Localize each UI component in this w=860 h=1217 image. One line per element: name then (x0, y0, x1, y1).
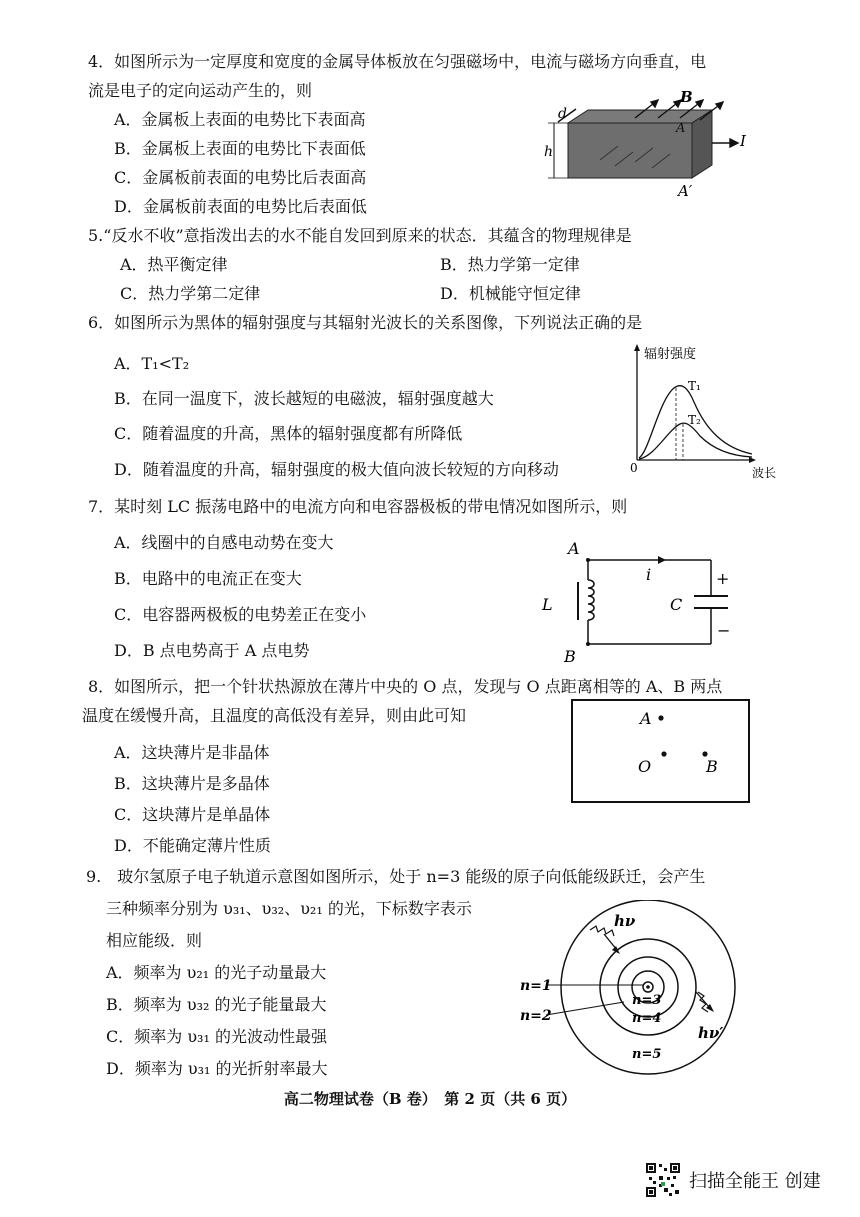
q9-fig-hv-label: hν (614, 912, 636, 930)
q9-fig-n2-label: n=2 (520, 1008, 552, 1024)
q7-option-b: B．电路中的电流正在变大 (114, 569, 302, 588)
q5-stem: 5.“反水不收”意指泼出去的水不能自发回到原来的状态．其蕴含的物理规律是 (88, 226, 632, 245)
q4-fig-h-label: h (544, 144, 554, 160)
q4-fig-a-label: A (676, 121, 686, 136)
q4-stem-line2: 流是电子的定向运动产生的，则 (88, 81, 313, 100)
q5-option-a: A．热平衡定律 (120, 255, 228, 274)
q6-option-c: C．随着温度的升高，黑体的辐射强度都有所降低 (114, 424, 463, 443)
q4-option-a: A．金属板上表面的电势比下表面高 (114, 110, 366, 129)
q6-option-d: D．随着温度的升高，辐射强度的极大值向波长较短的方向移动 (114, 460, 559, 479)
q6-option-b: B．在同一温度下，波长越短的电磁波，辐射强度越大 (114, 389, 494, 408)
q7-fig-c-label: C (670, 595, 683, 614)
q8-fig-a-label: A (640, 709, 652, 728)
watermark-text: 扫描全能王 创建 (689, 1171, 821, 1192)
q7-fig-b-label: B (564, 647, 576, 666)
q9-option-b: B．频率为 υ₃₂ 的光子能量最大 (106, 995, 327, 1014)
q8-fig-b-label: B (706, 757, 718, 776)
q9-option-a: A．频率为 υ₂₁ 的光子动量最大 (106, 963, 327, 982)
q4-fig-d-label: d (558, 106, 567, 122)
q5-option-b: B．热力学第一定律 (440, 255, 580, 274)
q9-option-d: D．频率为 υ₃₁ 的光折射率最大 (106, 1059, 328, 1078)
q8-stem-line1: 8．如图所示，把一个针状热源放在薄片中央的 O 点，发现与 O 点距离相等的 A、B 两点 (88, 677, 723, 696)
q4-option-c: C．金属板前表面的电势比后表面高 (114, 168, 367, 187)
q8-option-c: C．这块薄片是单晶体 (114, 805, 271, 824)
q8-fig-o-label: O (638, 757, 652, 776)
q9-fig-n5-label: n=5 (632, 1047, 662, 1062)
page-footer: 高二物理试卷（B 卷） 第 2 页（共 6 页） (283, 1090, 577, 1108)
q8-option-a: A．这块薄片是非晶体 (114, 743, 270, 762)
q9-stem-line2: 三种频率分别为 υ₃₁、υ₃₂、υ₂₁ 的光，下标数字表示 (106, 899, 472, 918)
q4-stem-line1: 4．如图所示为一定厚度和宽度的金属导体板放在匀强磁场中，电流与磁场方向垂直，电 (88, 52, 707, 71)
q7-option-c: C．电容器两极板的电势差正在变小 (114, 605, 367, 624)
q7-fig-minus: − (717, 621, 731, 640)
q6-fig-t2-label: T₂ (688, 413, 701, 427)
q8-option-d: D．不能确定薄片性质 (114, 836, 271, 855)
q9-fig-n1-label: n=1 (520, 978, 552, 994)
q6-option-a: A．T₁<T₂ (114, 354, 190, 373)
q4-figure-metal-plate (540, 88, 760, 203)
q5-option-d: D．机械能守恒定律 (440, 284, 581, 303)
q9-figure-bohr-orbits (520, 900, 770, 1080)
q9-fig-n4-label: n=4 (632, 1011, 662, 1026)
q5-option-c: C．热力学第二定律 (120, 284, 261, 303)
q4-fig-aprime-label: A′ (678, 182, 693, 200)
q4-option-b: B．金属板上表面的电势比下表面低 (114, 139, 366, 158)
q9-stem-line1: 9. 玻尔氢原子电子轨道示意图如图所示，处于 n=3 能级的原子向低能级跃迁，会产生 (86, 867, 706, 886)
q7-option-a: A．线圈中的自感电动势在变大 (114, 533, 334, 552)
q7-stem: 7．某时刻 LC 振荡电路中的电流方向和电容器极板的带电情况如图所示，则 (88, 497, 628, 516)
q9-fig-hv-prime-label: hν′ (698, 1024, 724, 1042)
q7-option-d: D．B 点电势高于 A 点电势 (114, 641, 310, 660)
q6-fig-xlabel: 波长 (752, 466, 777, 480)
q6-fig-ylabel: 辐射强度 (644, 347, 697, 362)
q6-figure-blackbody-graph (624, 340, 784, 485)
q6-fig-origin: 0 (630, 461, 638, 475)
q9-fig-n3-label: n=3 (632, 993, 662, 1008)
scanner-watermark (645, 1160, 821, 1200)
q7-figure-lc-circuit (536, 538, 736, 666)
q6-fig-t1-label: T₁ (688, 379, 701, 393)
q8-option-b: B．这块薄片是多晶体 (114, 774, 270, 793)
q7-fig-a-label: A (568, 539, 580, 558)
q8-stem-line2: 温度在缓慢升高，且温度的高低没有差异，则由此可知 (82, 706, 467, 725)
q4-option-d: D．金属板前表面的电势比后表面低 (114, 197, 367, 216)
q8-figure-thin-plate (570, 698, 752, 806)
q9-stem-line3: 相应能级．则 (106, 931, 203, 950)
q4-fig-i-label: I (740, 132, 746, 150)
q7-fig-l-label: L (542, 595, 553, 614)
qr-code-icon (645, 1162, 681, 1198)
q9-option-c: C．频率为 υ₃₁ 的光波动性最强 (106, 1027, 327, 1046)
q7-fig-i-label: i (646, 565, 652, 584)
q7-fig-plus: + (716, 569, 730, 588)
q6-stem: 6．如图所示为黑体的辐射强度与其辐射光波长的关系图像，下列说法正确的是 (88, 313, 643, 332)
q4-fig-b-label: B (680, 88, 693, 106)
